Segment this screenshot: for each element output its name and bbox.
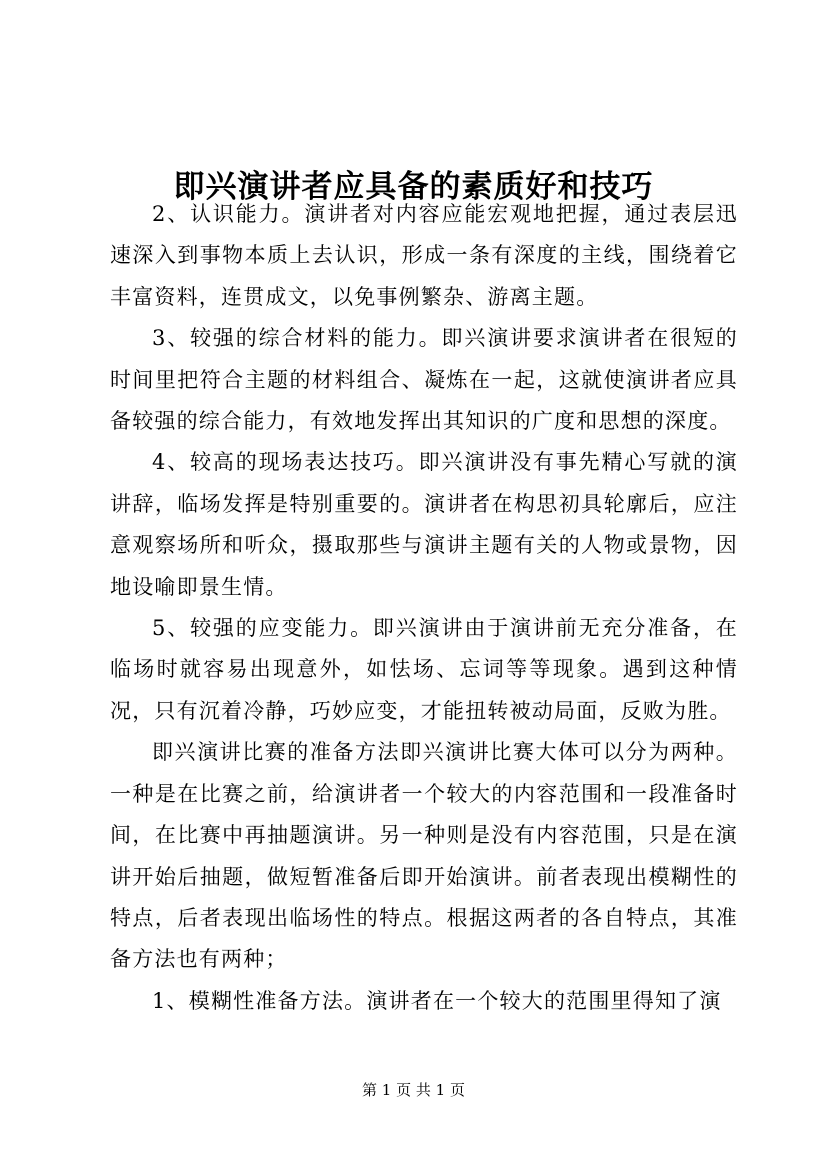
paragraph-competition-preparation: 即兴演讲比赛的准备方法即兴演讲比赛大体可以分为两种。一种是在比赛之前，给演讲者一个较大的内容范围和一段准备时间，在比赛中再抽题演讲。另一种则是没有内容范围，只是在演讲开始后抽题，做短暂准备后即开始演讲。前者表现出模糊性的特点，后者表现出临场性的特点。根据这两者的各自特点，其准备方法也有两种； (110, 740, 738, 972)
paragraph-ability-cognition: 2、认识能力。演讲者对内容应能宏观地把握，通过表层迅速深入到事物本质上去认识，形成一条有深度的主线，围绕着它丰富资料，连贯成文，以免事例繁杂、游离主题。 (110, 202, 738, 309)
paragraph-ability-expression: 4、较高的现场表达技巧。即兴演讲没有事先精心写就的演讲辞，临场发挥是特别重要的。演讲者在构思初具轮廓后，应注意观察场所和听众，摄取那些与演讲主题有关的人物或景物，因地设喻即景生情。 (110, 450, 738, 599)
document-body (110, 194, 738, 1022)
paragraph-ability-adaptation: 5、较强的应变能力。即兴演讲由于演讲前无充分准备，在临场时就容易出现意外，如怯场、忘词等等现象。遇到这种情况，只有沉着冷静，巧妙应变，才能扭转被动局面，反败为胜。 (110, 616, 738, 723)
document-title: 即兴演讲者应具备的素质好和技巧 (173, 168, 654, 205)
paragraph-ability-synthesis: 3、较强的综合材料的能力。即兴演讲要求演讲者在很短的时间里把符合主题的材料组合、凝炼在一起，这就使演讲者应具备较强的综合能力，有效地发挥出其知识的广度和思想的深度。 (110, 326, 738, 434)
page-footer: 第 1 页 共 1 页 (362, 1081, 465, 1099)
paragraph-vague-preparation: 1、模糊性准备方法。演讲者在一个较大的范围里得知了演 (152, 988, 722, 1013)
